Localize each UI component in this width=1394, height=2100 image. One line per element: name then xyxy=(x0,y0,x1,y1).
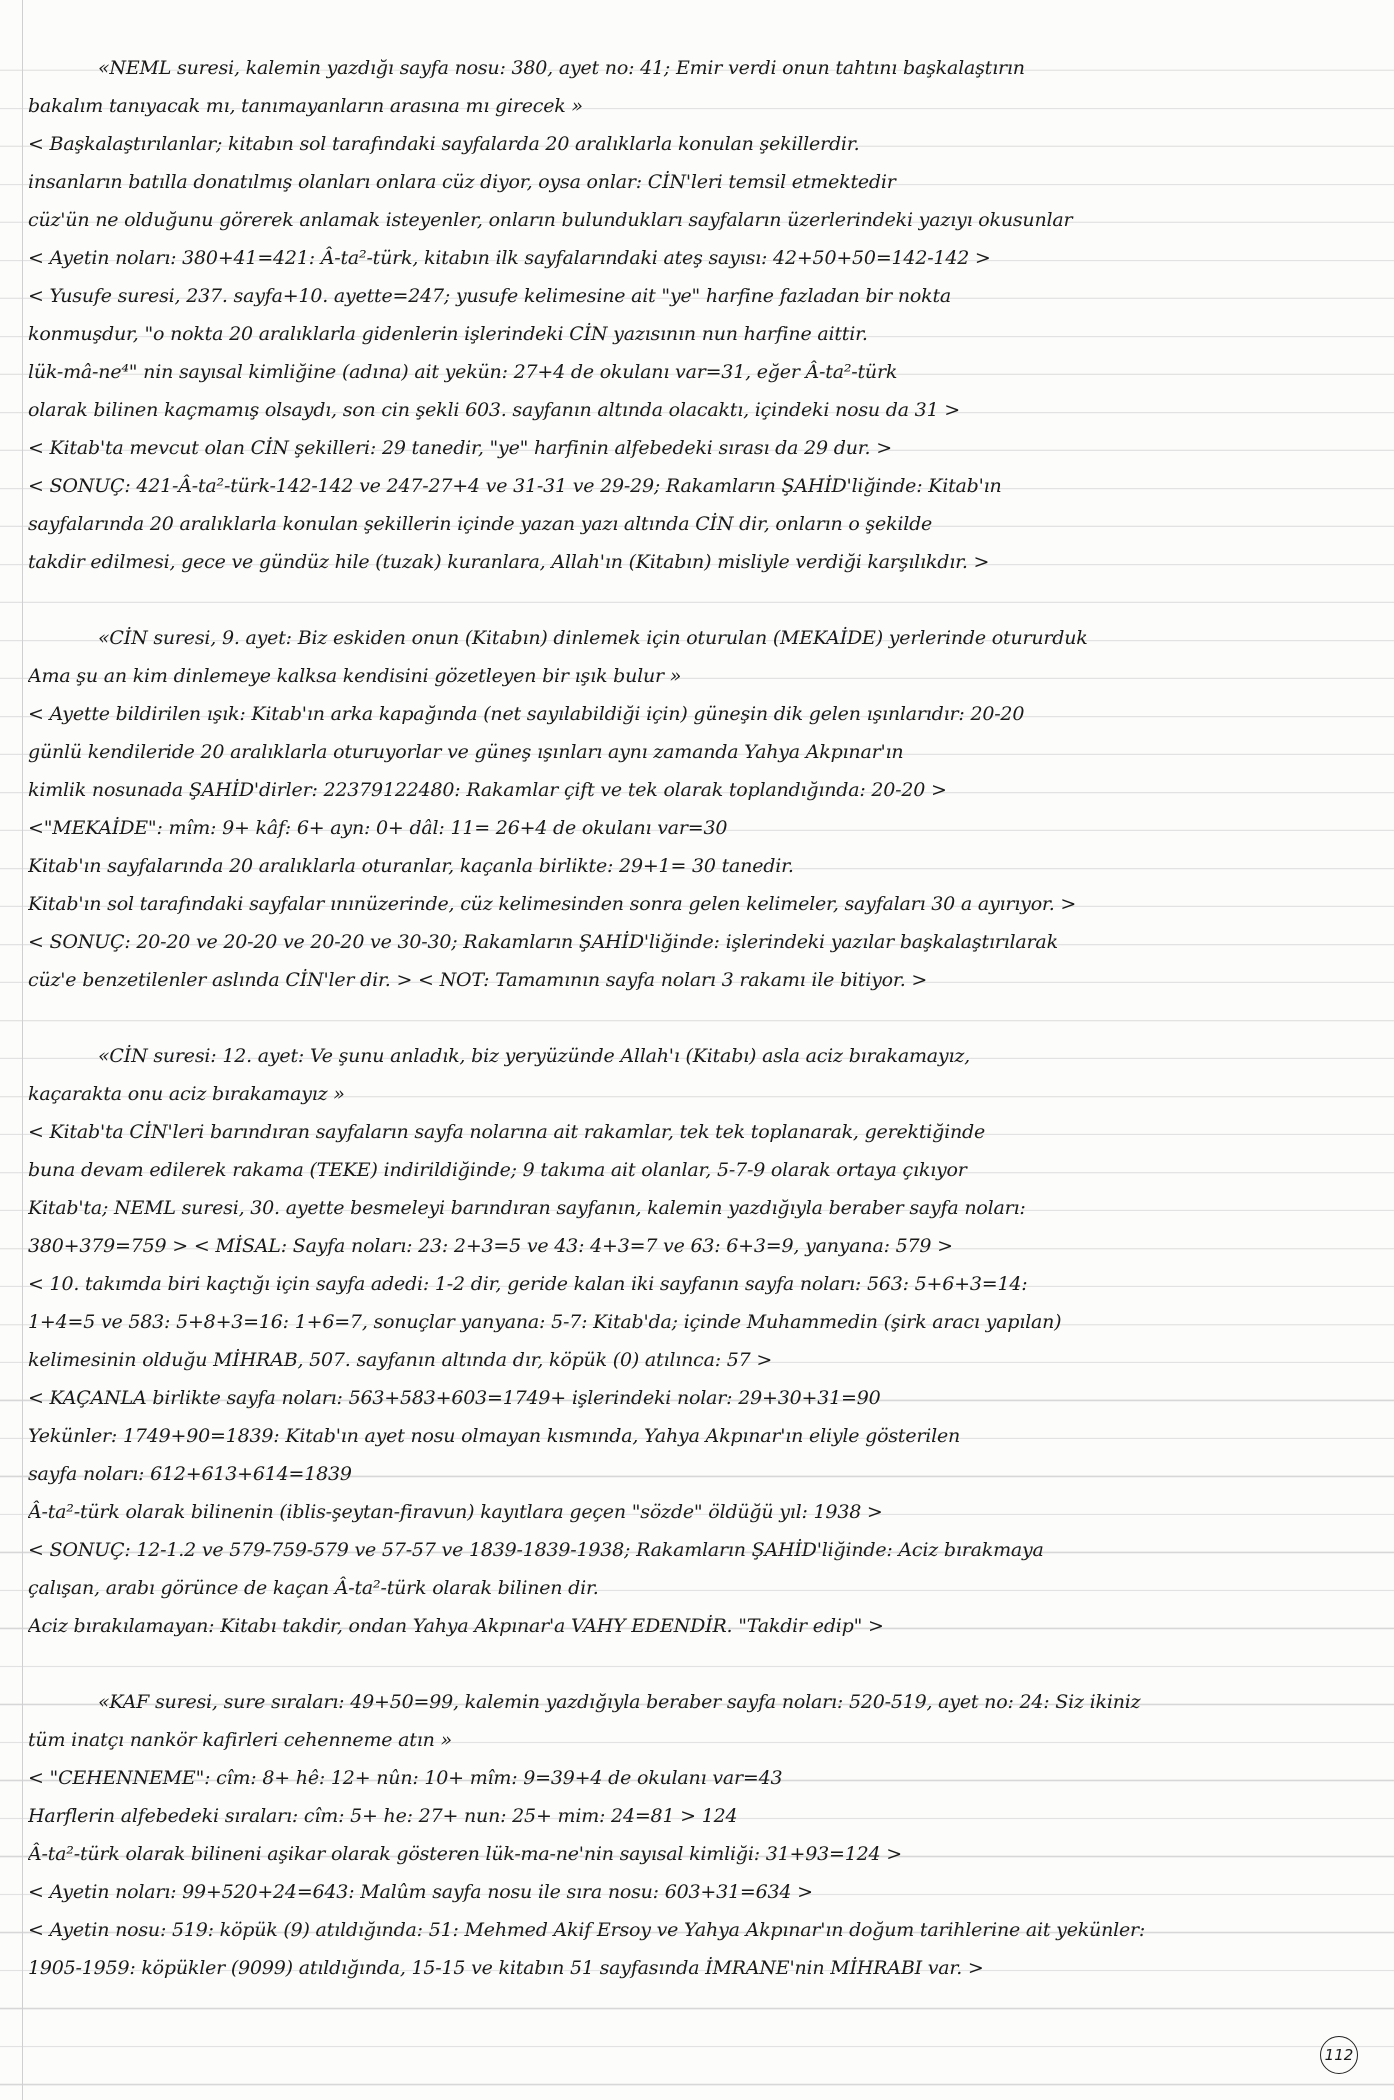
text-line: kelimesinin olduğu MİHRAB, 507. sayfanın altında dır, köpük (0) atılınca: 57 > xyxy=(28,1349,773,1371)
text-line: bakalım tanıyacak mı, tanımayanların arasına mı girecek » xyxy=(28,95,583,117)
text-line: < SONUÇ: 421-Â-ta²-türk-142-142 ve 247-27+4 ve 31-31 ve 29-29; Rakamların ŞAHİD'liğinde: Kitab'ın xyxy=(28,475,1002,497)
text-line: çalışan, arabı görünce de kaçan Â-ta²-türk olarak bilinen dir. xyxy=(28,1577,599,1599)
paragraph-gap xyxy=(28,1000,1368,1038)
text-line: < KAÇANLA birlikte sayfa noları: 563+583+603=1749+ işlerindeki nolar: 29+30+31=90 xyxy=(28,1387,881,1409)
text-line: cüz'e benzetilenler aslında CİN'ler dir. > < NOT: Tamamının sayfa noları 3 rakamı ile bitiyor. > xyxy=(28,969,928,991)
text-line: «CİN suresi: 12. ayet: Ve şunu anladık, biz yeryüzünde Allah'ı (Kitabı) asla aciz bırakamayız, xyxy=(98,1045,970,1067)
text-line: < Ayette bildirilen ışık: Kitab'ın arka kapağında (net sayılabildiği için) güneşin dik gelen ışınlarıdır: 20-20 xyxy=(28,703,1025,725)
text-line: Ama şu an kim dinlemeye kalksa kendisini gözetleyen bir ışık bulur » xyxy=(28,665,682,687)
text-line: <"MEKAİDE": mîm: 9+ kâf: 6+ ayn: 0+ dâl: 11= 26+4 de okulanı var=30 xyxy=(28,817,728,839)
text-line: < Kitab'ta CİN'leri barındıran sayfaların sayfa nolarına ait rakamlar, tek tek toplanarak, gerektiğinde xyxy=(28,1121,986,1143)
text-line: «CİN suresi, 9. ayet: Biz eskiden onun (Kitabın) dinlemek için oturulan (MEKAİDE) yerlerinde otururduk xyxy=(98,627,1088,649)
text-line: < SONUÇ: 20-20 ve 20-20 ve 20-20 ve 30-30; Rakamların ŞAHİD'liğinde: işlerindeki yazılar başkalaştırılarak xyxy=(28,931,1058,953)
text-line: takdir edilmesi, gece ve gündüz hile (tuzak) kuranlara, Allah'ın (Kitabın) misliyle verdiği karşılıkdır. > xyxy=(28,551,990,573)
text-line: < Kitab'ta mevcut olan CİN şekilleri: 29 tanedir, "ye" harfinin alfebedeki sırası da 29 dur. > xyxy=(28,437,892,459)
text-line: Â-ta²-türk olarak bilinenin (iblis-şeytan-firavun) kayıtlara geçen "sözde" öldüğü yıl: 1938 > xyxy=(28,1501,883,1523)
text-line: günlü kendileride 20 aralıklarla oturuyorlar ve güneş ışınları aynı zamanda Yahya Akpınar'ın xyxy=(28,741,904,763)
text-line: kaçarakta onu aciz bırakamayız » xyxy=(28,1083,345,1105)
text-line: Kitab'ın sayfalarında 20 aralıklarla oturanlar, kaçanla birlikte: 29+1= 30 tanedir. xyxy=(28,855,794,877)
text-line: Aciz bırakılamayan: Kitabı takdir, ondan Yahya Akpınar'a VAHY EDENDİR. "Takdir edip" > xyxy=(28,1615,884,1637)
text-line: sayfalarında 20 aralıklarla konulan şekillerin içinde yazan yazı altında CİN dir, onların o şekilde xyxy=(28,513,933,535)
text-line: 1+4=5 ve 583: 5+8+3=16: 1+6=7, sonuçlar yanyana: 5-7: Kitab'da; içinde Muhammedin (şirk aracı yapılan) xyxy=(28,1311,1062,1333)
page-number: 112 xyxy=(1320,2036,1358,2074)
text-line: cüz'ün ne olduğunu görerek anlamak isteyenler, onların bulundukları sayfaların üzerlerindeki yazıyı okusunlar xyxy=(28,209,1073,231)
text-line: tüm inatçı nankör kafirleri cehenneme atın » xyxy=(28,1729,452,1751)
text-line: < Başkalaştırılanlar; kitabın sol tarafındaki sayfalarda 20 aralıklarla konulan şekillerdir. xyxy=(28,133,860,155)
paragraph-gap xyxy=(28,1646,1368,1684)
text-line: kimlik nosunada ŞAHİD'dirler: 22379122480: Rakamlar çift ve tek olarak toplandığında: 20-20 > xyxy=(28,779,947,801)
text-line: < Ayetin noları: 99+520+24=643: Malûm sayfa nosu ile sıra nosu: 603+31=634 > xyxy=(28,1881,813,1903)
text-line: 1905-1959: köpükler (9099) atıldığında, 15-15 ve kitabın 51 sayfasında İMRANE'nin MİHRABI var. > xyxy=(28,1957,984,1979)
text-line: < Ayetin noları: 380+41=421: Â-ta²-türk, kitabın ilk sayfalarındaki ateş sayısı: 42+50+50=142-142 > xyxy=(28,247,991,269)
text-line: Kitab'ın sol tarafındaki sayfalar ınınüzerinde, cüz kelimesinden sonra gelen kelimeler, sayfaları 30 a ayırıyor. > xyxy=(28,893,1077,915)
text-line: Yekünler: 1749+90=1839: Kitab'ın ayet nosu olmayan kısmında, Yahya Akpınar'ın eliyle gösterilen xyxy=(28,1425,961,1447)
text-line: insanların batılla donatılmış olanları onlara cüz diyor, oysa onlar: CİN'leri temsil etmektedir xyxy=(28,171,896,193)
text-line: «KAF suresi, sure sıraları: 49+50=99, kalemin yazdığıyla beraber sayfa noları: 520-519, ayet no: 24: Siz ikiniz xyxy=(98,1691,1141,1713)
text-line: < "CEHENNEME": cîm: 8+ hê: 12+ nûn: 10+ mîm: 9=39+4 de okulanı var=43 xyxy=(28,1767,783,1789)
text-line: buna devam edilerek rakama (TEKE) indirildiğinde; 9 takıma ait olanlar, 5-7-9 olarak ortaya çıkıyor xyxy=(28,1159,967,1181)
margin-line xyxy=(22,0,23,2100)
text-line: 380+379=759 > < MİSAL: Sayfa noları: 23: 2+3=5 ve 43: 4+3=7 ve 63: 6+3=9, yanyana: 579 > xyxy=(28,1235,953,1257)
text-line: «NEML suresi, kalemin yazdığı sayfa nosu: 380, ayet no: 41; Emir verdi onun tahtını başkalaştırın xyxy=(98,57,1025,79)
text-line: < SONUÇ: 12-1.2 ve 579-759-579 ve 57-57 ve 1839-1839-1938; Rakamların ŞAHİD'liğinde: Aciz bırakmaya xyxy=(28,1539,1044,1561)
text-line: Harflerin alfebedeki sıraları: cîm: 5+ he: 27+ nun: 25+ mim: 24=81 > 124 xyxy=(28,1805,738,1827)
text-line: < 10. takımda biri kaçtığı için sayfa adedi: 1-2 dir, geride kalan iki sayfanın sayfa noları: 563: 5+6+3=14: xyxy=(28,1273,1028,1295)
text-line: < Ayetin nosu: 519: köpük (9) atıldığında: 51: Mehmed Akif Ersoy ve Yahya Akpınar'ın doğum tarihlerine ait yekünler: xyxy=(28,1919,1146,1941)
handwritten-text xyxy=(28,50,1368,1988)
text-line: Â-ta²-türk olarak bilineni aşikar olarak gösteren lük-ma-ne'nin sayısal kimliği: 31+93=124 > xyxy=(28,1843,902,1865)
text-line: konmuşdur, "o nokta 20 aralıklarla gidenlerin işlerindeki CİN yazısının nun harfine aittir. xyxy=(28,323,868,345)
text-line: sayfa noları: 612+613+614=1839 xyxy=(28,1463,352,1485)
text-line: < Yusufe suresi, 237. sayfa+10. ayette=247; yusufe kelimesine ait "ye" harfine fazladan bir nokta xyxy=(28,285,952,307)
text-line: olarak bilinen kaçmamış olsaydı, son cin şekli 603. sayfanın altında olacaktı, içindeki nosu da 31 > xyxy=(28,399,961,421)
text-line: Kitab'ta; NEML suresi, 30. ayette besmeleyi barındıran sayfanın, kalemin yazdığıyla beraber sayfa noları: xyxy=(28,1197,1026,1219)
text-line: lük-mâ-ne⁴" nin sayısal kimliğine (adına) ait yekün: 27+4 de okulanı var=31, eğer Â-ta²-türk xyxy=(28,361,898,383)
paragraph-gap xyxy=(28,582,1368,620)
